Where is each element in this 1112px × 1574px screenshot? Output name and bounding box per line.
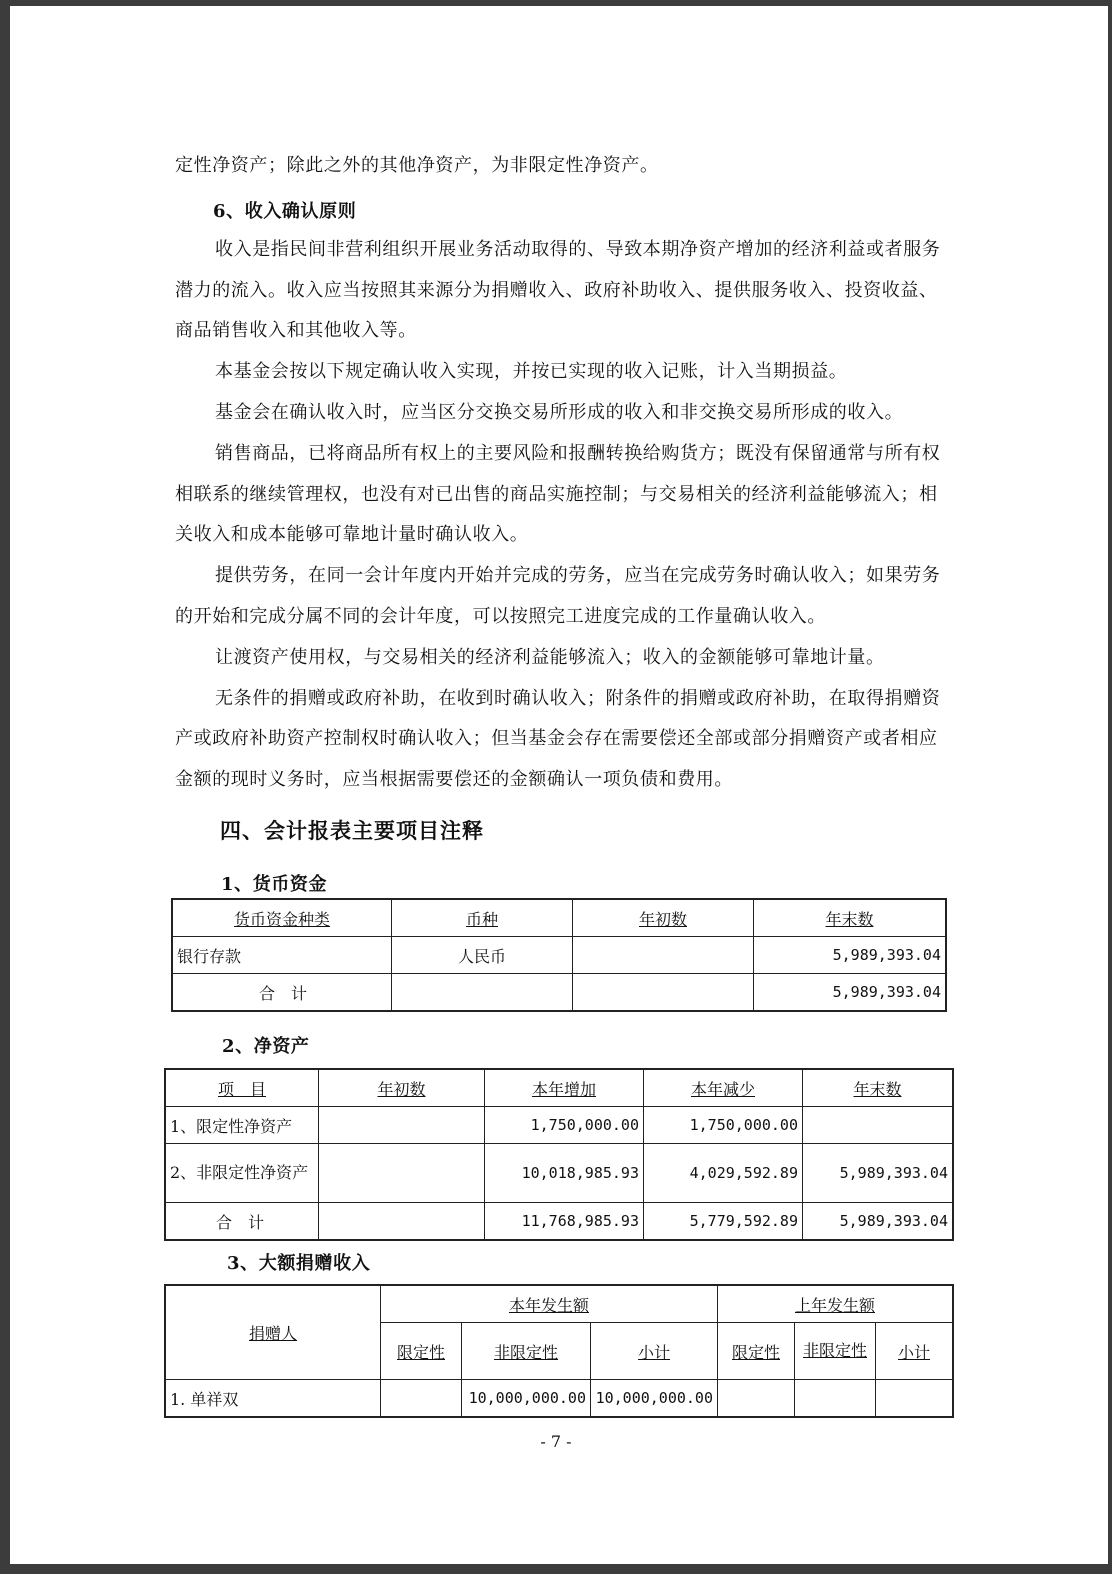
table-row bbox=[172, 937, 946, 974]
paragraph: 基金会在确认收入时，应当区分交换交易所形成的收入和非交换交易所形成的收入。 bbox=[215, 401, 904, 423]
table-cell bbox=[876, 1380, 954, 1418]
table2-title: 2、净资产 bbox=[222, 1036, 310, 1057]
table-cell: 1. 单祥双 bbox=[165, 1380, 381, 1418]
paragraph: 定性净资产；除此之外的其他净资产，为非限定性净资产。 bbox=[175, 155, 659, 176]
paragraph: 提供劳务，在同一会计年度内开始并完成的劳务，应当在完成劳务时确认收入；如果劳务的开始和完成分属不同的会计年度，可以按照完工进度完成的工作量确认收入。 bbox=[175, 565, 941, 627]
table-cell bbox=[392, 974, 573, 1012]
table-cell: 2、非限定性净资产 bbox=[165, 1144, 319, 1203]
table-cell bbox=[718, 1380, 795, 1418]
table-cell: 10,000,000.00 bbox=[462, 1380, 591, 1418]
table-header-cell: 小计 bbox=[876, 1323, 954, 1380]
section-6-heading: 6、收入确认原则 bbox=[213, 200, 357, 222]
table-row bbox=[165, 1144, 953, 1203]
table-cell: 合 计 bbox=[172, 974, 392, 1012]
table-cell: 1,750,000.00 bbox=[485, 1107, 644, 1144]
table-cell: 1、限定性净资产 bbox=[165, 1107, 319, 1144]
table-row bbox=[172, 974, 946, 1012]
table-header-cell: 小计 bbox=[591, 1323, 718, 1380]
paragraph: 无条件的捐赠或政府补助，在收到时确认收入；附条件的捐赠或政府补助，在取得捐赠资产或政府补助资产控制权时确认收入；但当基金会存在需要偿还全部或部分捐赠资产或者相应金额的现时义务时，应当根据需要偿还的金额确认一项负债和费用。 bbox=[175, 687, 941, 791]
table-header-row bbox=[165, 1285, 953, 1323]
table-header-cell: 上年发生额 bbox=[718, 1285, 954, 1323]
table-cell bbox=[573, 974, 754, 1012]
table-cell: 5,989,393.04 bbox=[803, 1144, 954, 1203]
table-header-cell: 非限定性 bbox=[462, 1323, 591, 1380]
table-cell: 11,768,985.93 bbox=[485, 1203, 644, 1241]
table-cell: 5,989,393.04 bbox=[803, 1203, 954, 1241]
table-header-cell: 年初数 bbox=[573, 899, 754, 937]
table-header-cell: 项 目 bbox=[165, 1069, 319, 1107]
table-cell: 4,029,592.89 bbox=[644, 1144, 803, 1203]
table-header-row bbox=[172, 899, 946, 937]
table-cell bbox=[795, 1380, 876, 1418]
table-cell: 5,779,592.89 bbox=[644, 1203, 803, 1241]
table1-title: 1、货币资金 bbox=[221, 874, 328, 895]
table-header-cell: 本年减少 bbox=[644, 1069, 803, 1107]
table-header-cell: 捐赠人 bbox=[165, 1285, 381, 1380]
paragraph: 本基金会按以下规定确认收入实现，并按已实现的收入记账，计入当期损益。 bbox=[215, 361, 848, 383]
table-cell: 5,989,393.04 bbox=[754, 937, 947, 974]
table-header-cell: 年末数 bbox=[803, 1069, 954, 1107]
table-header-cell: 非限定性 bbox=[795, 1323, 876, 1380]
table-cell: 合 计 bbox=[165, 1203, 319, 1241]
page-number: - 7 - bbox=[540, 1432, 572, 1451]
net-assets-table bbox=[164, 1068, 954, 1241]
table-header-cell: 年初数 bbox=[319, 1069, 485, 1107]
table-cell: 1,750,000.00 bbox=[644, 1107, 803, 1144]
table-header-cell: 本年增加 bbox=[485, 1069, 644, 1107]
table-cell bbox=[319, 1107, 485, 1144]
table-header-cell: 限定性 bbox=[381, 1323, 462, 1380]
table-cell: 人民币 bbox=[392, 937, 573, 974]
table3-title: 3、大额捐赠收入 bbox=[227, 1253, 371, 1274]
table-cell: 5,989,393.04 bbox=[754, 974, 947, 1012]
document-body bbox=[175, 146, 945, 850]
table-cell bbox=[381, 1380, 462, 1418]
table-header-cell: 年末数 bbox=[754, 899, 947, 937]
paragraph: 让渡资产使用权，与交易相关的经济利益能够流入；收入的金额能够可靠地计量。 bbox=[215, 646, 885, 668]
large-donations-table bbox=[164, 1284, 954, 1418]
currency-funds-table bbox=[171, 898, 947, 1012]
table-header-cell: 币种 bbox=[392, 899, 573, 937]
table-header-row bbox=[165, 1069, 953, 1107]
table-header-cell: 限定性 bbox=[718, 1323, 795, 1380]
table-cell: 银行存款 bbox=[172, 937, 392, 974]
table-cell: 10,018,985.93 bbox=[485, 1144, 644, 1203]
section-4-heading: 四、会计报表主要项目注释 bbox=[220, 817, 484, 843]
paragraph: 收入是指民间非营利组织开展业务活动取得的、导致本期净资产增加的经济利益或者服务潜力的流入。收入应当按照其来源分为捐赠收入、政府补助收入、提供服务收入、投资收益、商品销售收入和其他收入等。 bbox=[175, 238, 941, 342]
table-row bbox=[165, 1203, 953, 1241]
table-header-cell: 本年发生额 bbox=[381, 1285, 718, 1323]
table-cell: 10,000,000.00 bbox=[591, 1380, 718, 1418]
table-cell bbox=[803, 1107, 954, 1144]
table-cell bbox=[573, 937, 754, 974]
table-header-cell: 货币资金种类 bbox=[172, 899, 392, 937]
table-cell bbox=[319, 1203, 485, 1241]
table-row bbox=[165, 1380, 953, 1418]
table-row bbox=[165, 1107, 953, 1144]
paragraph: 销售商品，已将商品所有权上的主要风险和报酬转换给购货方；既没有保留通常与所有权相联系的继续管理权，也没有对已出售的商品实施控制；与交易相关的经济利益能够流入；相关收入和成本能够可靠地计量时确认收入。 bbox=[175, 442, 941, 546]
table-cell bbox=[319, 1144, 485, 1203]
